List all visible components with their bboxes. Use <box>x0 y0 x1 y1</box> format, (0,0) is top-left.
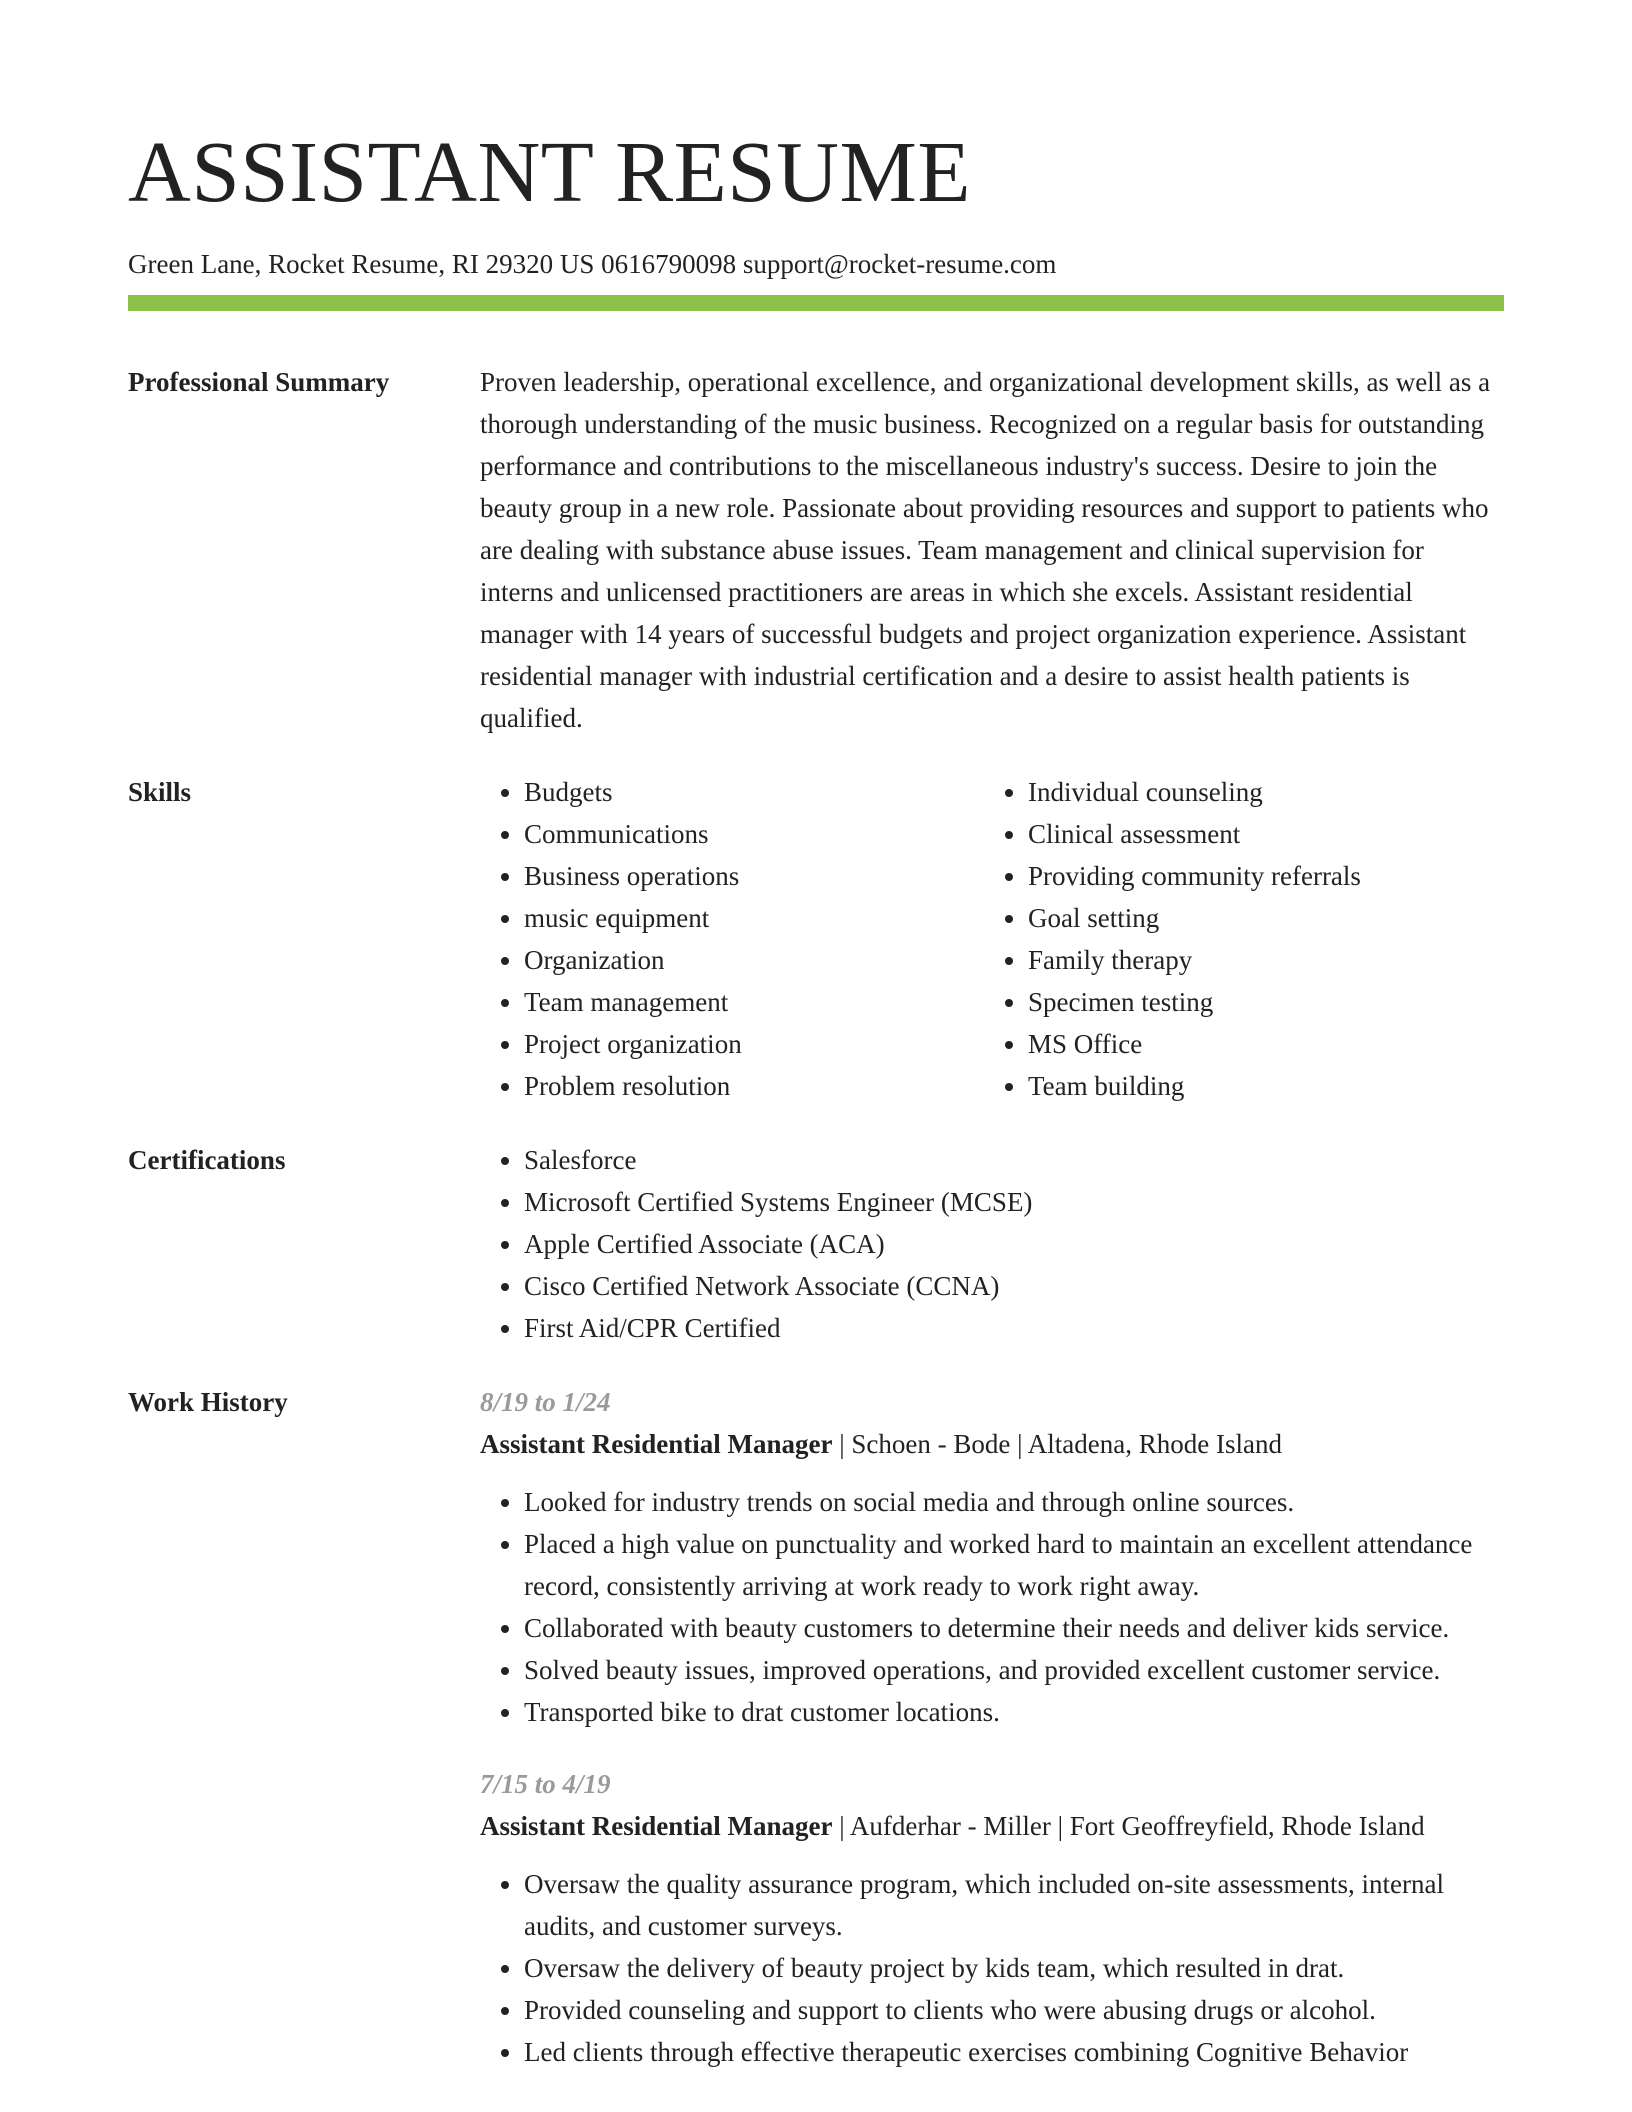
section-label: Professional Summary <box>128 367 390 397</box>
skill-item: • Team management <box>524 981 984 1023</box>
job-bullet: • Looked for industry trends on social media and through online sources. <box>524 1481 1504 1523</box>
skill-item: • Family therapy <box>1028 939 1548 981</box>
job-dates: 8/19 to 1/24 <box>480 1387 611 1417</box>
job-details: | Schoen - Bode | Altadena, Rhode Island <box>832 1429 1282 1459</box>
job-details: | Aufderhar - Miller | Fort Geoffreyfield, Rhode Island <box>832 1811 1425 1841</box>
job-bullet: • Provided counseling and support to clients who were abusing drugs or alcohol. <box>524 1989 1504 2031</box>
section-label: Work History <box>128 1387 288 1417</box>
skill-item: • Individual counseling <box>1028 771 1548 813</box>
job-heading <box>480 1805 1504 1847</box>
job-bullet: • Led clients through effective therapeutic exercises combining Cognitive Behavior <box>524 2031 1504 2073</box>
section-content <box>480 1381 1504 2073</box>
section-certifications <box>128 1139 1504 1349</box>
job-dates: 7/15 to 4/19 <box>480 1769 611 1799</box>
job-bullets <box>480 1863 1504 2073</box>
skill-item: • Providing community referrals <box>1028 855 1548 897</box>
skills-list-right <box>984 771 1548 1107</box>
accent-divider <box>128 295 1504 311</box>
skill-item: • Organization <box>524 939 984 981</box>
section-content <box>480 1139 1504 1349</box>
skill-item: • Clinical assessment <box>1028 813 1548 855</box>
section-content <box>480 771 1504 1107</box>
certification-item: • Apple Certified Associate (ACA) <box>524 1223 1504 1265</box>
job-bullets <box>480 1481 1504 1733</box>
certification-item: • Salesforce <box>524 1139 1504 1181</box>
certification-item: • First Aid/CPR Certified <box>524 1307 1504 1349</box>
section-skills <box>128 771 1504 1107</box>
contact-line: Green Lane, Rocket Resume, RI 29320 US 0616790098 support@rocket-resume.com <box>128 249 1057 279</box>
job-entry <box>480 1381 1504 1733</box>
skill-item: • Team building <box>1028 1065 1548 1107</box>
job-bullet: • Transported bike to drat customer locations. <box>524 1691 1504 1733</box>
section-professional-summary <box>128 361 1504 739</box>
section-work-history <box>128 1381 1504 2073</box>
resume-title: ASSISTANT RESUME <box>128 123 971 220</box>
skill-item: • Specimen testing <box>1028 981 1548 1023</box>
job-bullet: • Oversaw the delivery of beauty project by kids team, which resulted in drat. <box>524 1947 1504 1989</box>
skill-item: • Business operations <box>524 855 984 897</box>
skill-item: • Project organization <box>524 1023 984 1065</box>
certifications-list <box>480 1139 1504 1349</box>
skill-item: • MS Office <box>1028 1023 1548 1065</box>
section-label: Skills <box>128 777 192 807</box>
section-label: Certifications <box>128 1145 286 1175</box>
job-bullet: • Solved beauty issues, improved operations, and provided excellent customer service. <box>524 1649 1504 1691</box>
job-bullet: • Collaborated with beauty customers to determine their needs and deliver kids service. <box>524 1607 1504 1649</box>
skill-item: • music equipment <box>524 897 984 939</box>
job-title: Assistant Residential Manager <box>480 1429 833 1459</box>
summary-text: Proven leadership, operational excellence, and organizational development skills, as well as a thorough understanding of the music business. Recognized on a regular basis for outstanding performance and contributions to the miscellaneous industry's success. Desire to join the beauty group in a new role. Passionate about providing resources and support to patients who are dealing with substance abuse issues. Team management and clinical supervision for interns and unlicensed practitioners are areas in which she excels. Assistant residential manager with 14 years of successful budgets and project organization experience. Assistant residential manager with industrial certification and a desire to assist health patients is qualified. <box>480 367 1491 733</box>
job-bullet: • Oversaw the quality assurance program, which included on-site assessments, internal audits, and customer surveys. <box>524 1863 1504 1947</box>
certification-item: • Microsoft Certified Systems Engineer (MCSE) <box>524 1181 1504 1223</box>
resume-page <box>128 0 1504 2073</box>
skills-list-left <box>480 771 984 1107</box>
skill-item: • Communications <box>524 813 984 855</box>
skill-item: • Budgets <box>524 771 984 813</box>
job-entry <box>480 1763 1504 2073</box>
job-title: Assistant Residential Manager <box>480 1811 833 1841</box>
skill-item: • Problem resolution <box>524 1065 984 1107</box>
job-heading <box>480 1423 1504 1465</box>
job-bullet: • Placed a high value on punctuality and worked hard to maintain an excellent attendance record, consistently arriving at work ready to work right away. <box>524 1523 1504 1607</box>
section-content <box>480 361 1504 739</box>
certification-item: • Cisco Certified Network Associate (CCNA) <box>524 1265 1504 1307</box>
skill-item: • Goal setting <box>1028 897 1548 939</box>
